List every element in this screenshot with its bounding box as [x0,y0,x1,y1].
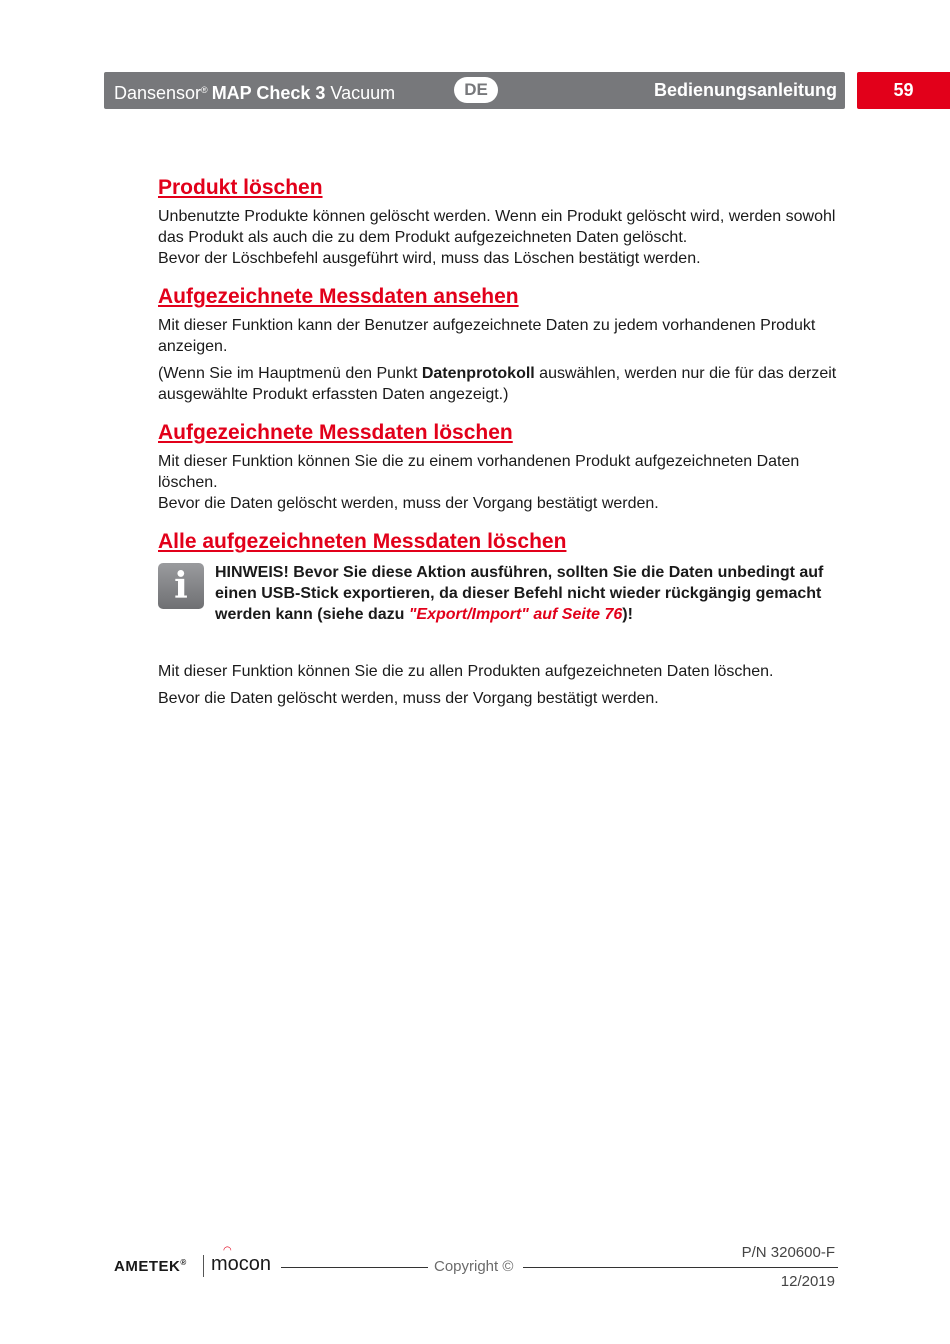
text-run: HINWEIS! Bevor Sie diese Aktion ausführen, sollten Sie die Daten unbedingt auf einen USB-Stick exportieren, da dieser Befehl nicht wieder rückgängig gemacht werden kann (siehe dazu [215,564,824,623]
main-content [158,174,842,709]
section-heading-produkt-loeschen: Produkt löschen [158,176,323,199]
mocon-logo-text: mocon [211,1253,272,1275]
text-run: (Wenn Sie im Hauptmenü den Punkt [158,365,422,382]
footer-rule-right [523,1267,838,1268]
section-heading-messdaten-loeschen: Aufgezeichnete Messdaten löschen [158,421,513,444]
brand-registered-mark: ® [201,85,208,95]
page-number: 59 [857,72,950,109]
header-bar [104,72,845,109]
paragraph: Bevor die Daten gelöscht werden, muss der Vorgang bestätigt werden. [158,690,659,707]
paragraph [158,363,842,405]
paragraph: Bevor die Daten gelöscht werden, muss der Vorgang bestätigt werden. [158,495,659,512]
brand-prefix: Dansensor [114,83,202,103]
text-run: auswählen, werden nur die für das derzeit ausgewählte Produkt erfassten Daten angezeigt.) [158,365,837,403]
note-text [215,562,842,625]
paragraph: Mit dieser Funktion können Sie die zu einem vorhandenen Produkt aufgezeichneten Daten löschen. [158,453,800,491]
language-badge: DE [454,77,498,103]
mocon-logo-mark-icon: ◠ [223,1245,232,1256]
section-heading-alle-messdaten-loeschen: Alle aufgezeichneten Messdaten löschen [158,530,567,553]
brand-product: MAP Check 3 [211,83,326,103]
ametek-registered-mark: ® [180,1258,187,1267]
note-box [158,562,842,625]
product-name [114,79,395,104]
mocon-logo [211,1245,272,1276]
paragraph: Unbenutzte Produkte können gelöscht werden. Wenn ein Produkt gelöscht wird, werden sowohl das Produkt als auch die zu dem Produkt aufgezeichneten Daten gelöscht. [158,208,836,246]
revision-date: 12/2019 [780,1273,835,1290]
copyright: Copyright © [434,1258,514,1275]
paragraph: Mit dieser Funktion können Sie die zu allen Produkten aufgezeichneten Daten löschen. [158,663,774,680]
part-number: P/N 320600-F [741,1244,835,1261]
section-heading-messdaten-ansehen: Aufgezeichnete Messdaten ansehen [158,285,519,308]
cross-reference-link[interactable]: "Export/Import" auf Seite 76 [408,606,623,623]
ametek-logo-text: AMETEK [114,1258,181,1275]
info-icon: i [158,563,204,609]
footer [0,1240,950,1300]
footer-rule-left [281,1267,428,1268]
paragraph: Mit dieser Funktion kann der Benutzer aufgezeichnete Daten zu jedem vorhandenen Produkt anzeigen. [158,317,816,355]
text-run: )! [622,606,633,623]
logo-divider [203,1255,204,1277]
ametek-logo [114,1258,187,1275]
brand-suffix: Vacuum [330,83,396,103]
paragraph: Bevor der Löschbefehl ausgeführt wird, muss das Löschen bestätigt werden. [158,250,701,267]
document-type: Bedienungsanleitung [653,80,837,100]
menu-term-datenprotokoll: Datenprotokoll [421,365,535,382]
